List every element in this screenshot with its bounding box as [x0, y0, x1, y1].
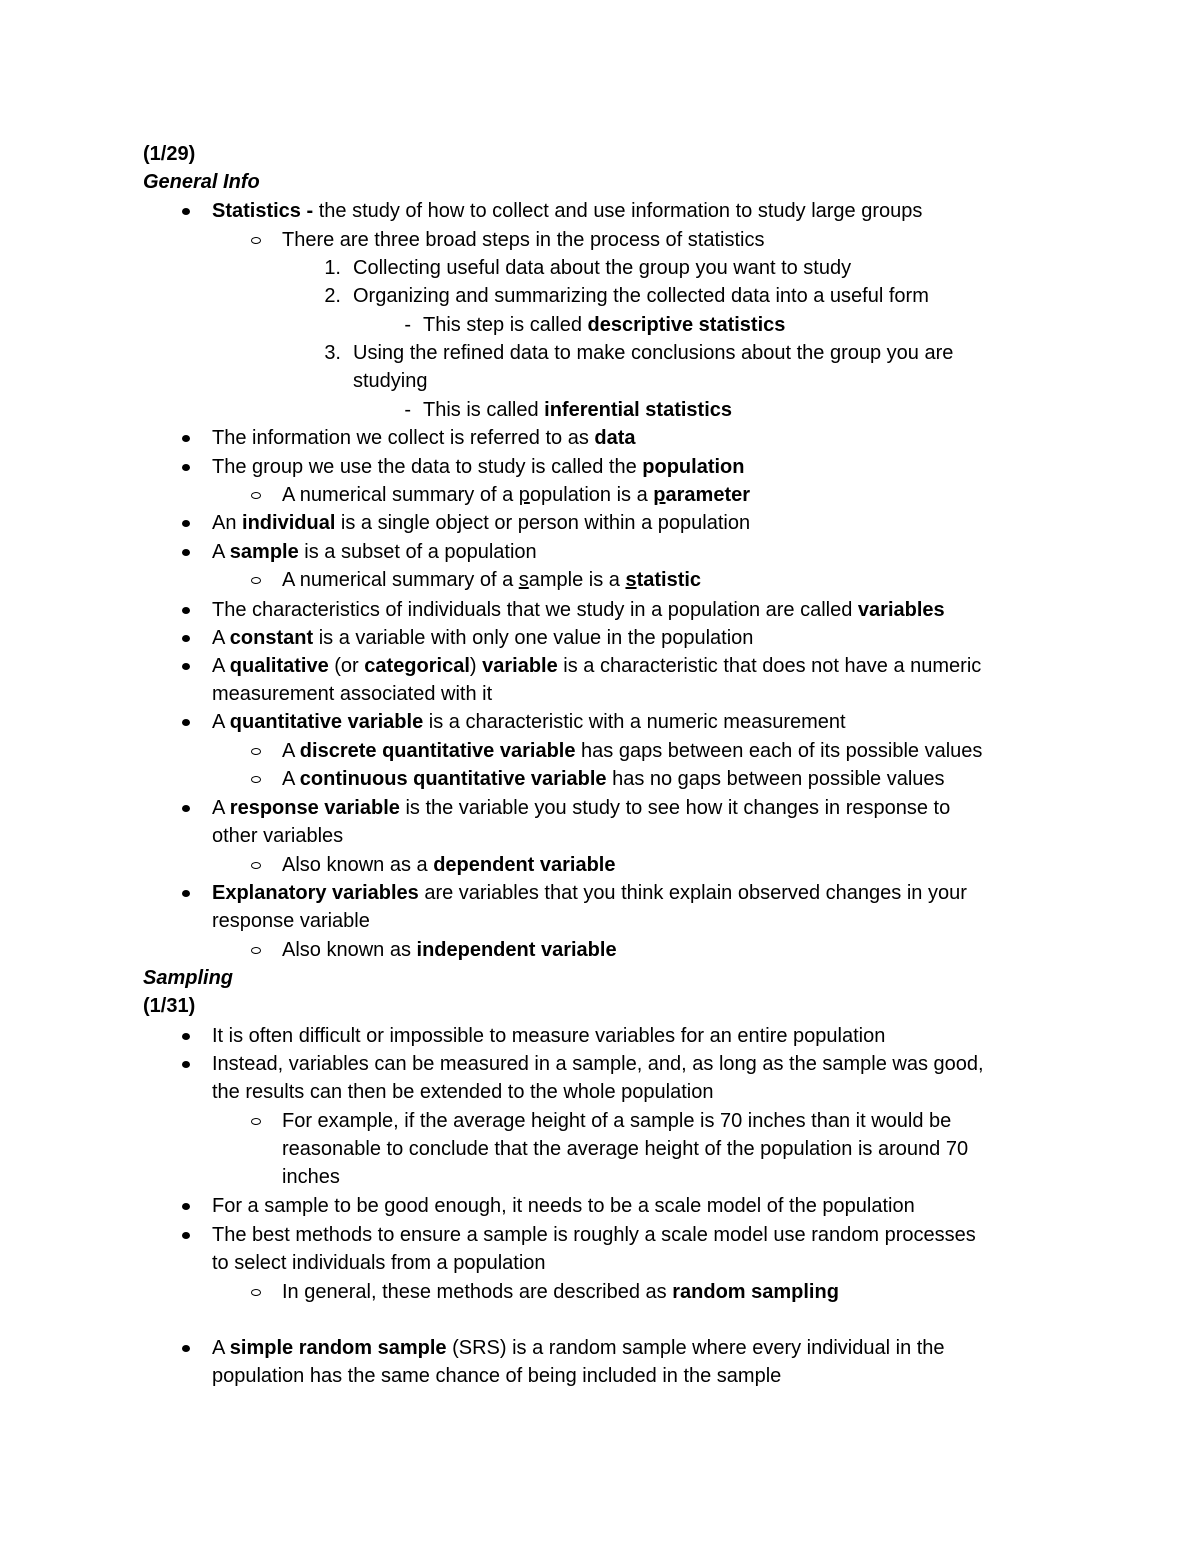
text-run: A	[212, 541, 230, 563]
text-line	[0, 282, 1200, 310]
bold-term: random sampling	[672, 1281, 839, 1303]
text-line	[0, 538, 1200, 566]
text-run: the study of how to collect and use information to study large groups	[318, 200, 923, 222]
text-run: A	[282, 740, 300, 762]
line-text	[282, 566, 701, 594]
text-line	[0, 1221, 1200, 1249]
bullet-icon	[182, 1061, 190, 1068]
text-run: to select individuals from a population	[212, 1252, 546, 1274]
text-line	[0, 1078, 1200, 1106]
text-line	[0, 794, 1200, 822]
list-number: 1.	[324, 257, 341, 279]
line-text	[143, 168, 260, 196]
dash-marker: -	[404, 314, 411, 336]
list-number: 2.	[324, 285, 341, 307]
text-run: This is called	[423, 399, 545, 421]
text-line	[0, 1278, 1200, 1306]
text-run: The best methods to ensure a sample is roughly a scale model use random processes	[212, 1224, 976, 1246]
text-run: A	[282, 768, 300, 790]
text-run: An	[212, 512, 243, 534]
line-text	[212, 424, 636, 452]
line-text	[212, 1192, 915, 1220]
text-run: studying	[353, 370, 428, 392]
line-text	[212, 907, 370, 935]
line-text	[282, 1163, 340, 1191]
text-run: Also known as a	[282, 854, 434, 876]
line-text	[143, 992, 195, 1020]
text-run: (1/29)	[143, 143, 196, 165]
line-text	[282, 226, 764, 254]
text-run: This step is called	[423, 314, 588, 336]
line-text	[282, 765, 945, 793]
text-run: s	[518, 569, 529, 591]
text-run: is a subset of a population	[298, 541, 537, 563]
line-text	[282, 1135, 968, 1163]
line-text	[212, 1334, 945, 1362]
list-number: 3.	[324, 342, 341, 364]
text-run: reasonable to conclude that the average height of the population is around 70	[282, 1138, 969, 1160]
line-text	[212, 1022, 885, 1050]
bullet-icon	[182, 607, 190, 614]
hollow-bullet-icon	[251, 862, 261, 869]
line-text	[282, 737, 982, 765]
bold-term: Explanatory variables	[212, 882, 419, 904]
hollow-bullet-icon	[251, 237, 261, 244]
text-line	[0, 424, 1200, 452]
line-text	[212, 1249, 546, 1277]
bold-term: population	[642, 456, 745, 478]
text-run: General Info	[143, 171, 260, 193]
text-line	[0, 708, 1200, 736]
text-run: the results can then be extended to the whole population	[212, 1081, 714, 1103]
line-text	[212, 624, 753, 652]
text-line	[0, 652, 1200, 680]
text-run: (1/31)	[143, 995, 196, 1017]
text-line	[0, 481, 1200, 509]
text-run: is the variable you study to see how it changes in response to	[399, 797, 951, 819]
bold-term: variable	[482, 655, 558, 677]
bullet-icon	[182, 549, 190, 556]
text-line	[0, 311, 1200, 339]
text-line	[0, 509, 1200, 537]
text-line	[0, 339, 1200, 367]
text-run: (or	[328, 655, 365, 677]
line-text	[212, 879, 967, 907]
text-line	[0, 1163, 1200, 1191]
text-line	[0, 1334, 1200, 1362]
text-line	[0, 1050, 1200, 1078]
text-run: Instead, variables can be measured in a sample, and, as long as the sample was good,	[212, 1053, 984, 1075]
text-run: other variables	[212, 825, 344, 847]
hollow-bullet-icon	[251, 1118, 261, 1125]
text-run: It is often difficult or impossible to measure variables for an entire population	[212, 1025, 886, 1047]
text-run: ample is a	[528, 569, 626, 591]
hollow-bullet-icon	[251, 776, 261, 783]
text-run: is a characteristic with a numeric measurement	[423, 711, 846, 733]
line-text	[212, 538, 537, 566]
line-text	[212, 1362, 781, 1390]
line-text	[212, 680, 492, 708]
text-line	[0, 396, 1200, 424]
hollow-bullet-icon	[251, 748, 261, 755]
bold-term: sample	[229, 541, 299, 563]
text-run: A	[212, 1337, 230, 1359]
text-line	[0, 936, 1200, 964]
line-text	[212, 794, 950, 822]
text-run: The information we collect is referred to as	[212, 427, 595, 449]
text-line	[0, 254, 1200, 282]
line-text	[212, 708, 846, 736]
bold-term: discrete quantitative variable	[299, 740, 576, 762]
bold-term: qualitative	[229, 655, 329, 677]
line-text	[212, 1050, 984, 1078]
line-text	[282, 1278, 839, 1306]
text-line	[0, 453, 1200, 481]
hollow-bullet-icon	[251, 492, 261, 499]
line-text	[143, 140, 195, 168]
bold-term: individual	[242, 512, 336, 534]
text-line	[0, 680, 1200, 708]
text-line	[0, 1022, 1200, 1050]
bullet-icon	[182, 208, 190, 215]
bold-term: quantitative variable	[229, 711, 424, 733]
text-run: has no gaps between possible values	[606, 768, 945, 790]
text-line	[0, 907, 1200, 935]
text-run: population has the same chance of being included in the sample	[212, 1365, 782, 1387]
text-line	[0, 851, 1200, 879]
bullet-icon	[182, 464, 190, 471]
text-line	[0, 1362, 1200, 1390]
text-run: A numerical summary of a	[282, 484, 519, 506]
line-text	[423, 311, 785, 339]
line-text	[212, 1078, 713, 1106]
section-heading	[0, 140, 1200, 168]
text-run: Collecting useful data about the group you want to study	[353, 257, 852, 279]
bold-term: tatistic	[636, 569, 702, 591]
bold-term: Statistics -	[212, 200, 319, 222]
bold-term: variables	[857, 599, 945, 621]
text-run: Organizing and summarizing the collected data into a useful form	[353, 285, 929, 307]
bold-term: p	[653, 484, 666, 506]
bold-term: categorical	[364, 655, 470, 677]
text-run: The characteristics of individuals that we study in a population are called	[212, 599, 858, 621]
line-text	[353, 367, 428, 395]
text-run: )	[469, 655, 483, 677]
text-line	[0, 367, 1200, 395]
text-line	[0, 596, 1200, 624]
text-run: response variable	[212, 910, 370, 932]
text-line	[0, 197, 1200, 225]
text-run: measurement associated with it	[212, 683, 493, 705]
line-text	[353, 339, 953, 367]
bullet-icon	[182, 1232, 190, 1239]
text-run: has gaps between each of its possible values	[575, 740, 983, 762]
line-text	[282, 851, 615, 879]
hollow-bullet-icon	[251, 1289, 261, 1296]
bullet-icon	[182, 1345, 190, 1352]
text-line	[0, 737, 1200, 765]
text-line	[0, 1107, 1200, 1135]
line-text	[212, 822, 343, 850]
text-run: For a sample to be good enough, it needs to be a scale model of the population	[212, 1195, 915, 1217]
text-run: For example, if the average height of a sample is 70 inches than it would be	[282, 1110, 952, 1132]
bold-term: s	[625, 569, 637, 591]
text-run: A	[212, 797, 230, 819]
bullet-icon	[182, 719, 190, 726]
line-text	[282, 481, 750, 509]
line-text	[212, 1221, 976, 1249]
bullet-icon	[182, 635, 190, 642]
bold-term: dependent variable	[433, 854, 616, 876]
section-heading	[0, 992, 1200, 1020]
text-line	[0, 624, 1200, 652]
text-line	[0, 1135, 1200, 1163]
text-line	[0, 226, 1200, 254]
bullet-icon	[182, 435, 190, 442]
line-text	[212, 197, 922, 225]
line-text	[143, 964, 233, 992]
text-run: opulation is a	[529, 484, 654, 506]
text-run: A numerical summary of a	[282, 569, 519, 591]
text-line	[0, 566, 1200, 594]
line-text	[423, 396, 732, 424]
text-run: is a variable with only one value in the population	[313, 627, 754, 649]
bold-term: data	[594, 427, 636, 449]
text-run: Also known as	[282, 939, 417, 961]
text-run: A	[212, 711, 230, 733]
text-run: A	[212, 627, 230, 649]
hollow-bullet-icon	[251, 577, 261, 584]
section-heading	[0, 168, 1200, 196]
text-line	[0, 879, 1200, 907]
bold-term: independent variable	[416, 939, 617, 961]
hollow-bullet-icon	[251, 947, 261, 954]
line-text	[212, 652, 981, 680]
line-text	[212, 509, 750, 537]
line-text	[282, 1107, 951, 1135]
text-run: are variables that you think explain observed changes in your	[418, 882, 967, 904]
bold-term: descriptive statistics	[587, 314, 786, 336]
bullet-icon	[182, 1033, 190, 1040]
bullet-icon	[182, 890, 190, 897]
bullet-icon	[182, 1203, 190, 1210]
text-run: inches	[282, 1166, 340, 1188]
text-line	[0, 1192, 1200, 1220]
text-run: A	[212, 655, 230, 677]
bullet-icon	[182, 520, 190, 527]
bold-term: continuous quantitative variable	[299, 768, 607, 790]
text-run: The group we use the data to study is called the	[212, 456, 643, 478]
text-run: p	[518, 484, 530, 506]
section-heading	[0, 964, 1200, 992]
line-text	[212, 453, 744, 481]
text-run: There are three broad steps in the process of statistics	[282, 229, 765, 251]
bullet-icon	[182, 805, 190, 812]
line-text	[353, 282, 929, 310]
bold-term: inferential statistics	[544, 399, 732, 421]
text-run: Sampling	[143, 967, 234, 989]
dash-marker: -	[404, 399, 411, 421]
line-text	[353, 254, 851, 282]
text-run: is a characteristic that does not have a numeric	[557, 655, 982, 677]
text-line	[0, 1249, 1200, 1277]
bold-term: constant	[229, 627, 314, 649]
line-text	[282, 936, 617, 964]
text-line	[0, 765, 1200, 793]
bullet-icon	[182, 663, 190, 670]
text-run: Using the refined data to make conclusions about the group you are	[353, 342, 954, 364]
bold-term: response variable	[229, 797, 400, 819]
text-run: In general, these methods are described as	[282, 1281, 673, 1303]
text-run: is a single object or person within a population	[335, 512, 751, 534]
bold-term: simple random sample	[229, 1337, 447, 1359]
text-run: (SRS) is a random sample where every individual in the	[446, 1337, 945, 1359]
text-line	[0, 822, 1200, 850]
line-text	[212, 596, 945, 624]
bold-term: arameter	[665, 484, 751, 506]
